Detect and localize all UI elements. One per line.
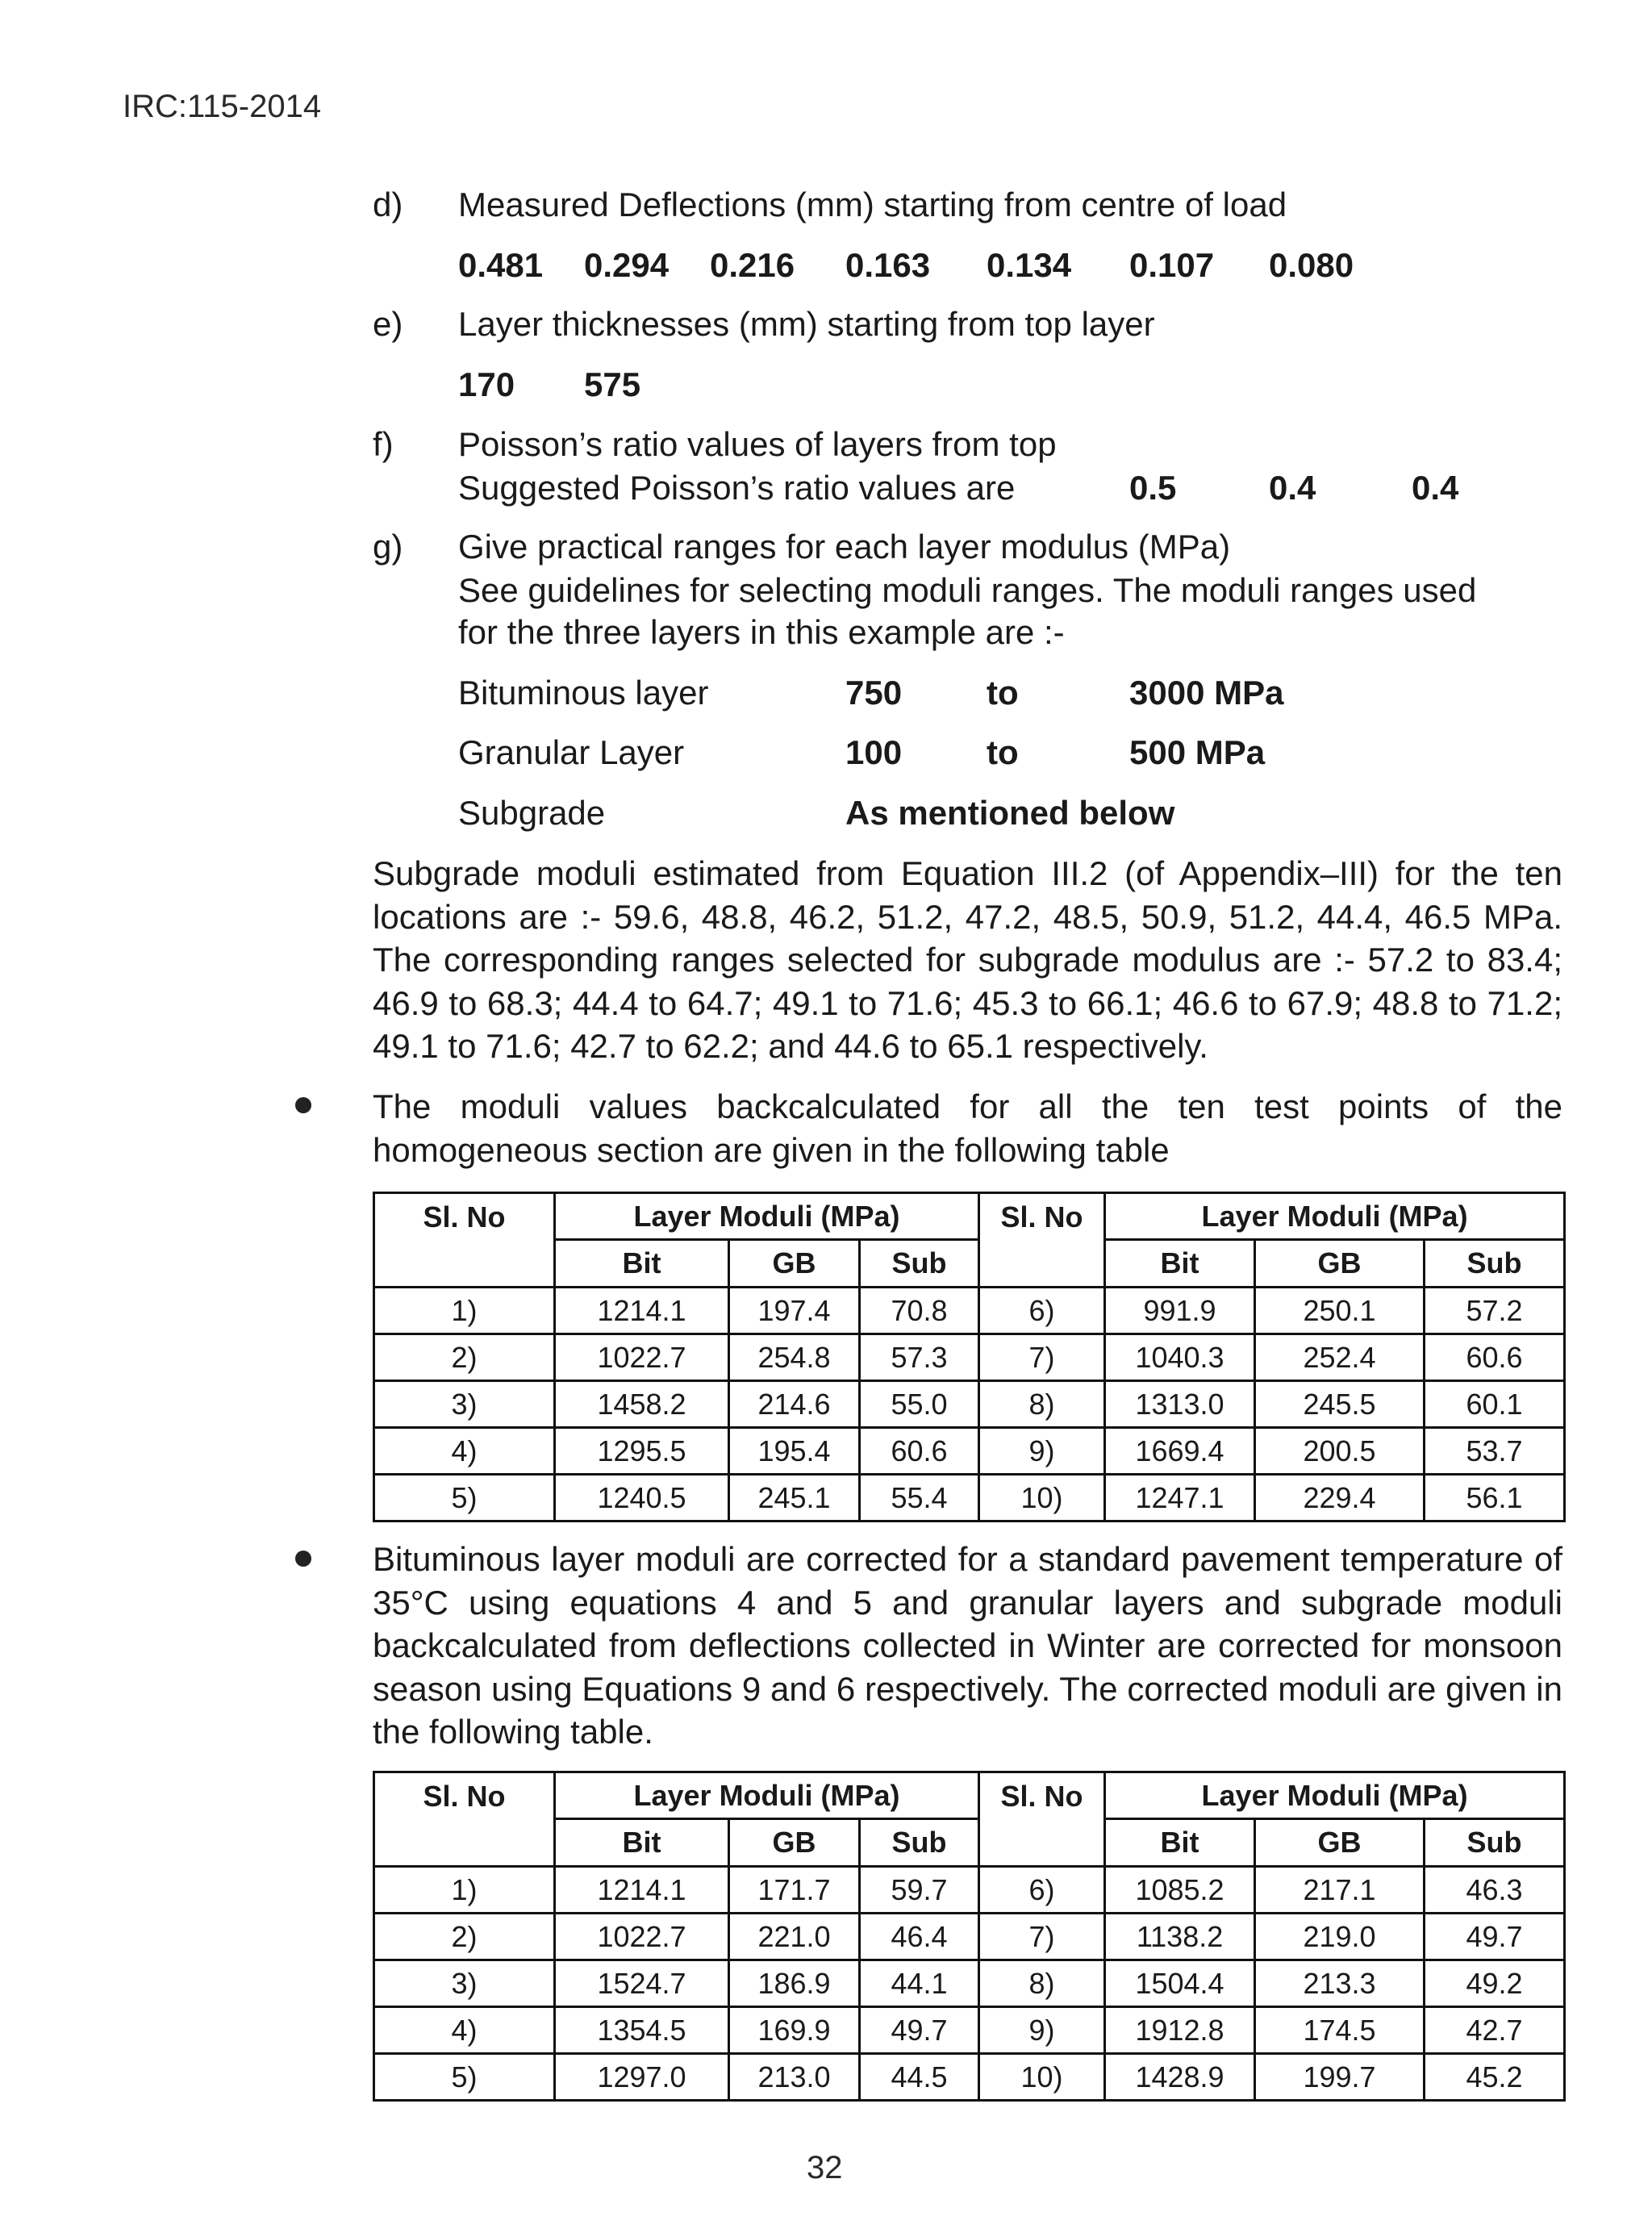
header-sub: Sub (1425, 1240, 1565, 1288)
header-gb: GB (729, 1240, 860, 1288)
range-to-bituminous: 3000 MPa (1129, 674, 1284, 712)
table-cell: 200.5 (1255, 1428, 1425, 1475)
table-cell: 2) (374, 1334, 555, 1381)
range-layer-subgrade: Subgrade (458, 794, 606, 832)
table-cell: 42.7 (1425, 2007, 1565, 2054)
table-cell: 49.2 (1425, 1960, 1565, 2007)
table-cell: 2) (374, 1914, 555, 1960)
table-cell: 60.6 (860, 1428, 979, 1475)
range-to-word: to (987, 674, 1019, 712)
subgrade-note: As mentioned below (845, 794, 1175, 832)
table-cell: 1297.0 (555, 2054, 729, 2101)
bullet-icon (295, 1551, 311, 1567)
header-bit: Bit (1105, 1819, 1255, 1867)
table-cell: 174.5 (1255, 2007, 1425, 2054)
table-cell: 45.2 (1425, 2054, 1565, 2101)
table-cell: 252.4 (1255, 1334, 1425, 1381)
table-cell: 70.8 (860, 1288, 979, 1334)
range-to-granular: 500 MPa (1129, 733, 1266, 771)
table-cell: 57.2 (1425, 1288, 1565, 1334)
table-cell: 1022.7 (555, 1334, 729, 1381)
item-g-line1: Give practical ranges for each layer modulus (MPa) (458, 528, 1231, 566)
item-f-text: Poisson’s ratio values of layers from top (458, 425, 1057, 463)
table-row (374, 1381, 1565, 1428)
table-cell: 5) (374, 1475, 555, 1521)
deflection-value: 0.163 (845, 246, 931, 284)
poisson-value: 0.5 (1129, 469, 1177, 507)
table-cell: 53.7 (1425, 1428, 1565, 1475)
thickness-value: 170 (458, 365, 515, 403)
header-gb: GB (729, 1819, 860, 1867)
table-cell: 1912.8 (1105, 2007, 1255, 2054)
table-cell: 991.9 (1105, 1288, 1255, 1334)
table-cell: 60.6 (1425, 1334, 1565, 1381)
table-row (374, 1867, 1565, 1914)
deflection-value: 0.080 (1269, 246, 1354, 284)
bullet-paragraph-1: The moduli values backcalculated for all the ten test points of the homogeneous section are given in the following table (373, 1087, 1562, 1169)
table-cell: 213.0 (729, 2054, 860, 2101)
range-layer-granular: Granular Layer (458, 733, 685, 771)
header-gb: GB (1255, 1819, 1425, 1867)
deflection-value: 0.134 (987, 246, 1072, 284)
range-from-bituminous: 750 (845, 674, 903, 712)
header-layer-moduli: Layer Moduli (MPa) (1105, 1772, 1565, 1819)
header-sl-no: Sl. No (374, 1193, 555, 1288)
table-cell: 197.4 (729, 1288, 860, 1334)
item-d-text: Measured Deflections (mm) starting from centre of load (458, 186, 1287, 223)
table-cell: 59.7 (860, 1867, 979, 1914)
table-cell: 1022.7 (555, 1914, 729, 1960)
table-cell: 1458.2 (555, 1381, 729, 1428)
table-cell: 219.0 (1255, 1914, 1425, 1960)
item-d-letter: d) (373, 186, 403, 223)
header-bit: Bit (555, 1819, 729, 1867)
header-layer-moduli: Layer Moduli (MPa) (555, 1772, 979, 1819)
header-bit: Bit (555, 1240, 729, 1288)
table-cell: 4) (374, 1428, 555, 1475)
table-row (374, 1428, 1565, 1475)
bullet-icon (295, 1097, 311, 1113)
table-cell: 55.4 (860, 1475, 979, 1521)
document-code: IRC:115-2014 (123, 89, 322, 124)
table-cell: 60.1 (1425, 1381, 1565, 1428)
item-e-letter: e) (373, 305, 403, 343)
table-row (374, 1960, 1565, 2007)
table-row (374, 1475, 1565, 1521)
table-cell: 1524.7 (555, 1960, 729, 2007)
table-cell: 1354.5 (555, 2007, 729, 2054)
table-cell: 1295.5 (555, 1428, 729, 1475)
moduli-table-backcalculated (373, 1192, 1566, 1522)
table-cell: 186.9 (729, 1960, 860, 2007)
header-gb: GB (1255, 1240, 1425, 1288)
table-cell: 3) (374, 1381, 555, 1428)
header-sub: Sub (1425, 1819, 1565, 1867)
table-cell: 1428.9 (1105, 2054, 1255, 2101)
table-cell: 49.7 (860, 2007, 979, 2054)
table-cell: 46.4 (860, 1914, 979, 1960)
table-cell: 214.6 (729, 1381, 860, 1428)
table-cell: 217.1 (1255, 1867, 1425, 1914)
table-cell: 1247.1 (1105, 1475, 1255, 1521)
table-cell: 49.7 (1425, 1914, 1565, 1960)
table-cell: 1138.2 (1105, 1914, 1255, 1960)
table-cell: 1313.0 (1105, 1381, 1255, 1428)
table-cell: 10) (979, 1475, 1105, 1521)
table-cell: 245.5 (1255, 1381, 1425, 1428)
table-row (374, 1914, 1565, 1960)
table-cell: 195.4 (729, 1428, 860, 1475)
suggested-poisson-label: Suggested Poisson’s ratio values are (458, 469, 1016, 507)
header-sub: Sub (860, 1240, 979, 1288)
table-cell: 250.1 (1255, 1288, 1425, 1334)
table-cell: 8) (979, 1960, 1105, 2007)
table-cell: 1504.4 (1105, 1960, 1255, 2007)
table-row (374, 2054, 1565, 2101)
range-from-granular: 100 (845, 733, 903, 771)
deflection-value: 0.216 (710, 246, 795, 284)
table-cell: 7) (979, 1334, 1105, 1381)
deflection-value: 0.107 (1129, 246, 1215, 284)
item-g-letter: g) (373, 528, 403, 566)
table-cell: 57.3 (860, 1334, 979, 1381)
table-row (374, 2007, 1565, 2054)
bullet-paragraph-2: Bituminous layer moduli are corrected for a standard pavement temperature of 35°C using equations 4 and 5 and granular layers and subgrade moduli backcalculated from deflections collected in Winter are corrected for monsoon season using Equations 9 and 6 respectively. The corrected moduli are given in the following table. (373, 1540, 1562, 1751)
table-cell: 3) (374, 1960, 555, 2007)
table-cell: 171.7 (729, 1867, 860, 1914)
moduli-table-corrected (373, 1771, 1566, 2102)
table-cell: 229.4 (1255, 1475, 1425, 1521)
table-cell: 8) (979, 1381, 1105, 1428)
table-cell: 1085.2 (1105, 1867, 1255, 1914)
header-sl-no: Sl. No (979, 1772, 1105, 1867)
table-cell: 1) (374, 1288, 555, 1334)
deflection-value: 0.294 (584, 246, 670, 284)
item-g-line2: See guidelines for selecting moduli ranges. The moduli ranges used (458, 571, 1477, 609)
table-cell: 1240.5 (555, 1475, 729, 1521)
table-cell: 7) (979, 1914, 1105, 1960)
deflection-value: 0.481 (458, 246, 544, 284)
poisson-value: 0.4 (1412, 469, 1459, 507)
subgrade-paragraph: Subgrade moduli estimated from Equation III.2 (of Appendix–III) for the ten locations are :- 59.6, 48.8, 46.2, 51.2, 47.2, 48.5, 50.9, 51.2, 44.4, 46.5 MPa. The corresponding ranges selected for subgrade modulus are :- 57.2 to 83.4; 46.9 to 68.3; 44.4 to 64.7; 49.1 to 71.6; 45.3 to 66.1; 46.6 to 67.9; 48.8 to 71.2; 49.1 to 71.6; 42.7 to 62.2; and 44.6 to 65.1 respectively. (373, 854, 1562, 1065)
table-cell: 6) (979, 1867, 1105, 1914)
table-cell: 1) (374, 1867, 555, 1914)
table-cell: 199.7 (1255, 2054, 1425, 2101)
page-number: 32 (807, 2150, 843, 2185)
item-f-letter: f) (373, 425, 394, 463)
table-cell: 9) (979, 2007, 1105, 2054)
table-cell: 169.9 (729, 2007, 860, 2054)
table-cell: 254.8 (729, 1334, 860, 1381)
table-cell: 10) (979, 2054, 1105, 2101)
table-cell: 1040.3 (1105, 1334, 1255, 1381)
table-cell: 44.5 (860, 2054, 979, 2101)
item-e-text: Layer thicknesses (mm) starting from top layer (458, 305, 1155, 343)
header-sub: Sub (860, 1819, 979, 1867)
table-cell: 1669.4 (1105, 1428, 1255, 1475)
header-bit: Bit (1105, 1240, 1255, 1288)
header-sl-no: Sl. No (979, 1193, 1105, 1288)
table-cell: 213.3 (1255, 1960, 1425, 2007)
table-cell: 9) (979, 1428, 1105, 1475)
table-cell: 1214.1 (555, 1867, 729, 1914)
range-to-word: to (987, 733, 1019, 771)
item-g-line3: for the three layers in this example are :- (458, 613, 1065, 651)
table-cell: 5) (374, 2054, 555, 2101)
table-cell: 1214.1 (555, 1288, 729, 1334)
poisson-value: 0.4 (1269, 469, 1316, 507)
header-layer-moduli: Layer Moduli (MPa) (1105, 1193, 1565, 1240)
table-cell: 46.3 (1425, 1867, 1565, 1914)
header-layer-moduli: Layer Moduli (MPa) (555, 1193, 979, 1240)
range-layer-bituminous: Bituminous layer (458, 674, 709, 712)
table-cell: 221.0 (729, 1914, 860, 1960)
table-cell: 4) (374, 2007, 555, 2054)
table-cell: 245.1 (729, 1475, 860, 1521)
thickness-value: 575 (584, 365, 641, 403)
table-cell: 55.0 (860, 1381, 979, 1428)
table-cell: 56.1 (1425, 1475, 1565, 1521)
table-cell: 6) (979, 1288, 1105, 1334)
table-cell: 44.1 (860, 1960, 979, 2007)
table-row (374, 1334, 1565, 1381)
table-row (374, 1288, 1565, 1334)
header-sl-no: Sl. No (374, 1772, 555, 1867)
